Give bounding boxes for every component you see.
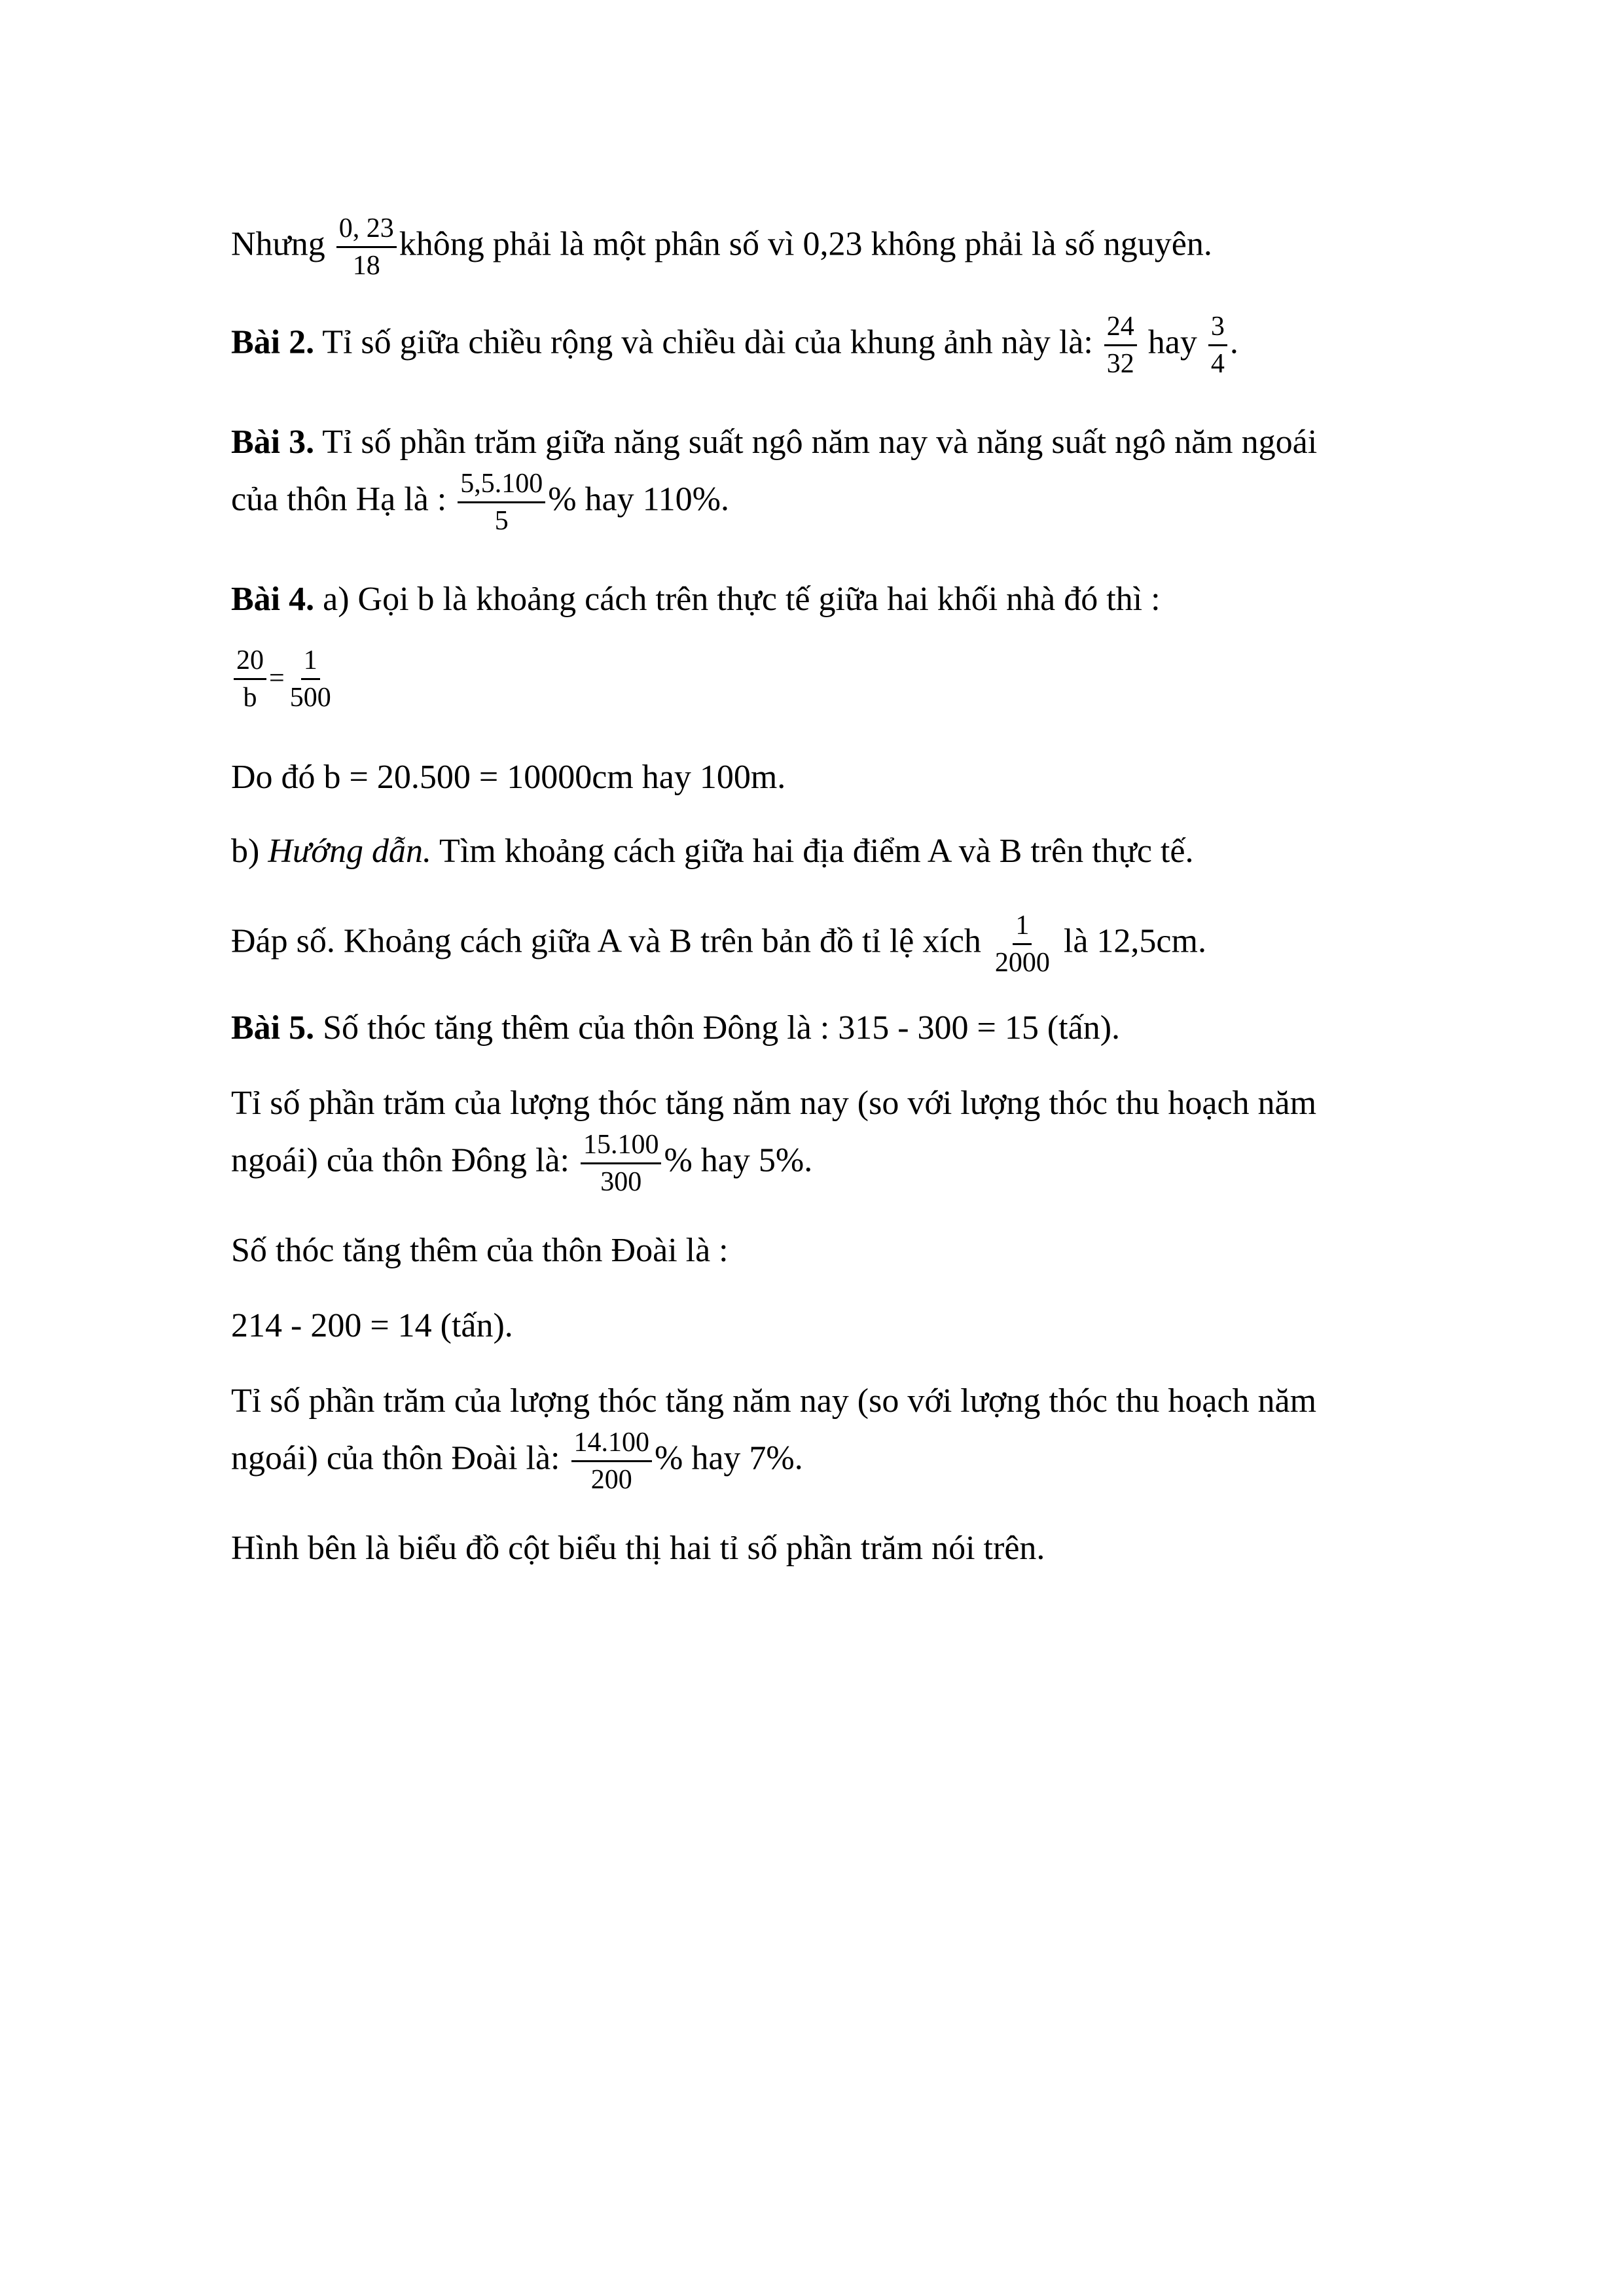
numerator: 1 [301,645,320,680]
text: ngoái) của thôn Đông là: [231,1141,578,1179]
denominator: 18 [352,251,380,281]
fraction [581,1129,662,1198]
text: % hay 5%. [664,1141,813,1179]
text: hay [1139,323,1206,361]
text: là 12,5cm. [1055,922,1206,960]
bai-5-p1-line-2 [231,1129,812,1198]
text: không phải là một phân số vì 0,23 không phải là số nguyên. [399,225,1212,263]
bai-5-p1-line-1 [231,1086,1316,1121]
bai-3-line-1 [231,425,1317,459]
text: Số thóc tăng thêm của thôn Đông là : 315 - 300 = 15 (tấn). [314,1009,1121,1047]
fraction [992,910,1053,979]
text: Nhưng [231,225,334,263]
fraction [287,645,334,714]
text: 214 - 200 = 14 (tấn). [231,1307,513,1344]
exercise-label: Bài 2. [231,323,315,361]
fraction [1208,311,1227,380]
line-doai-calc [231,1309,513,1343]
fraction [571,1427,653,1496]
text: Số thóc tăng thêm của thôn Đoài là : [231,1232,729,1269]
text: Hình bên là biểu đồ cột biểu thị hai tỉ số phần trăm nói trên. [231,1530,1045,1567]
text: % hay 7%. [655,1439,803,1477]
exercise-label: Bài 4. [231,581,315,618]
equation [231,645,336,714]
fraction [458,468,545,537]
line-closing [231,1532,1045,1566]
denominator: b [243,683,257,713]
text: Tỉ số giữa chiều rộng và chiều dài của khung ảnh này là: [314,323,1102,361]
text: Tìm khoảng cách giữa hai địa điểm A và B trên thực tế. [431,833,1194,870]
fraction [336,213,397,282]
denominator: 200 [590,1465,632,1496]
numerator: 5,5.100 [458,468,545,503]
denominator: 5 [494,506,509,537]
bai-5-p2-line-1 [231,1384,1316,1418]
text: ngoái) của thôn Đoài là: [231,1439,569,1477]
text: Do đó b = 20.500 = 10000cm hay 100m. [231,759,786,796]
text: của thôn Hạ là : [231,480,456,518]
text: Tỉ số phần trăm của lượng thóc tăng năm nay (so với lượng thóc thu hoạch năm [231,1382,1317,1420]
italic-text: Hướng dẫn. [268,833,431,870]
numerator: 3 [1208,311,1227,346]
exercise-label: Bài 3. [231,423,315,461]
denominator: 300 [600,1167,642,1198]
exercise-label: Bài 5. [231,1009,315,1047]
line-nhung [231,213,1212,282]
line-b [231,834,1193,869]
line-doai-intro [231,1234,729,1268]
equals-sign: = [269,663,285,694]
numerator: 0, 23 [336,213,397,248]
denominator: 4 [1210,349,1225,380]
bai-5-p2-line-2 [231,1427,803,1496]
numerator: 15.100 [581,1129,662,1164]
fraction [234,645,266,714]
text: . [1229,323,1238,361]
line-dap-so [231,910,1206,979]
bai-3-line-2 [231,468,729,537]
text: Đáp số. Khoảng cách giữa A và B trên bản đồ tỉ lệ xích [231,922,990,960]
numerator: 1 [1013,910,1032,945]
text: Tỉ số phần trăm giữa năng suất ngô năm nay và năng suất ngô năm ngoái [314,423,1318,461]
line-do-do [231,761,785,795]
bai-4 [231,583,1161,617]
numerator: 20 [234,645,266,680]
fraction [1104,311,1137,380]
text: Tỉ số phần trăm của lượng thóc tăng năm nay (so với lượng thóc thu hoạch năm [231,1085,1317,1122]
numerator: 14.100 [571,1427,653,1462]
bai-5 [231,1011,1120,1045]
bai-2 [231,311,1238,380]
text: b) [231,833,268,870]
text: a) Gọi b là khoảng cách trên thực tế giữa hai khối nhà đó thì : [314,581,1161,618]
numerator: 24 [1104,311,1137,346]
denominator: 2000 [994,948,1050,978]
denominator: 500 [289,683,331,713]
denominator: 32 [1106,349,1134,380]
text: % hay 110%. [548,480,730,518]
